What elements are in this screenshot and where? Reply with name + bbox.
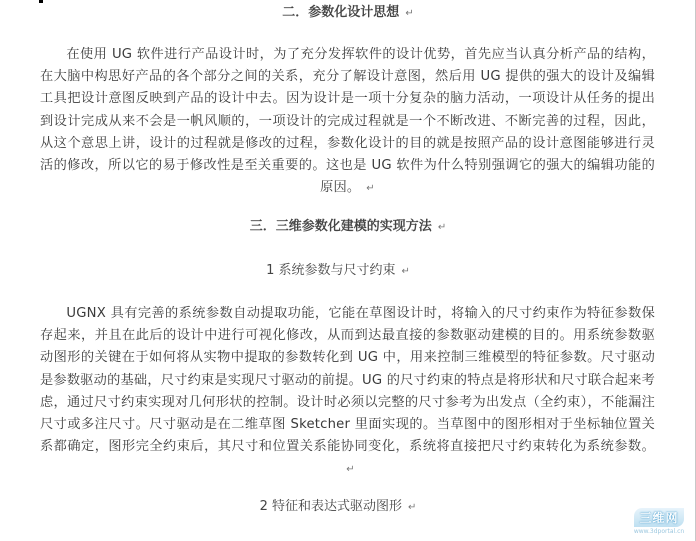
- section2-paragraph: [40, 44, 655, 200]
- section2-paragraph-text: 在使用 UG 软件进行产品设计时，为了充分发挥软件的设计优势，首先应当认真分析产品的结构，在大脑中构思好产品的各个部分之间的关系，充分了解设计意图，然后用 UG 提供的强大的设计及编辑工具把设计意图反映到产品的设计中去。因为设计是一项十分复杂的脑力活动，一项设计从任务的提出到设计完成从来不会是一帆风顺的，一项设计的完成过程就是一个不断改进、不断完善的过程，因此，从这个意思上讲，设计的过程就是修改的过程，参数化设计的目的就是按照产品的设计意图能够进行灵活的修改，所以它的易于修改性是至关重要的。这也是 UG 软件为什么特别强调它的强大的编辑功能的原因。: [40, 47, 655, 196]
- cursor-marker: [39, 0, 43, 3]
- paragraph-mark-icon: ↵: [346, 464, 355, 476]
- section3-heading: [0, 218, 696, 237]
- subsection1-paragraph-text: UGNX 具有完善的系统参数自动提取功能，它能在草图设计时，将输入的尺寸约束作为特征参数保存起来，并且在此后的设计中进行可视化修改，从而到达最直接的参数驱动建模的目的。用系统参数驱动图形的关键在于如何将从实物中提取的参数转化到 UG 中，用来控制三维模型的特征参数。尺寸驱动是参数驱动的基础，尺寸约束是实现尺寸驱动的前提。UG 的尺寸约束的特点是将形状和尺寸联合起来考虑，通过尺寸约束实现对几何形状的控制。设计时必须以完整的尺寸参考为出发点（全约束），不能漏注尺寸或多注尺寸。尺寸驱动是在二维草图 Sketcher 里面实现的。当草图中的图形相对于坐标轴位置关系都确定，图形完全约束后，其尺寸和位置关系能协同变化，系统将直接把尺寸约束转化为系统参数。: [40, 306, 655, 455]
- section2-title: 二．参数化设计思想: [282, 5, 400, 20]
- subsection1-paragraph: [40, 303, 655, 482]
- site-watermark-logo: [630, 507, 688, 537]
- subsection2-heading: [0, 498, 676, 517]
- section2-heading: [0, 4, 696, 23]
- paragraph-mark-icon: ↵: [405, 8, 414, 19]
- subsection1-title: 1 系统参数与尺寸约束: [266, 263, 396, 278]
- paragraph-mark-icon: ↵: [366, 183, 375, 195]
- paragraph-mark-icon: ↵: [401, 266, 410, 277]
- section3-title: 三．三维参数化建模的实现方法: [249, 219, 432, 234]
- subsection2-title: 2 特征和表达式驱动图形: [259, 499, 402, 514]
- subsection1-heading: [0, 262, 676, 281]
- paragraph-mark-icon: ↵: [437, 222, 447, 233]
- watermark-url: www.3dportal.cn: [633, 528, 685, 535]
- watermark-text: 三维网: [634, 508, 683, 527]
- paragraph-mark-icon: ↵: [408, 502, 417, 513]
